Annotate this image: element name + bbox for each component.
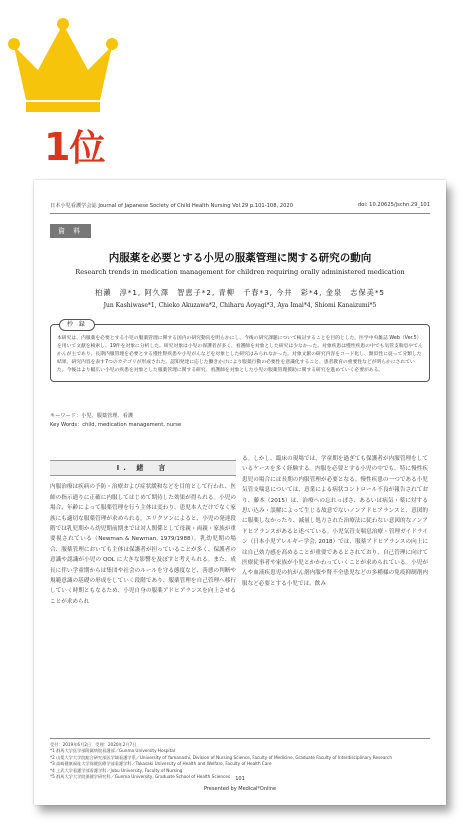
article-title-en: Research trends in medication management for children requiring orally administered medication: [75, 268, 405, 276]
page-number: 101: [235, 776, 245, 782]
keywords-en: Key Words：child, medication management, nurse: [50, 422, 182, 428]
footnote: *3 高崎健康福祉大学保健医療学部看護学科／Takasaki University of Health and Welfare, Faculty of Health Care: [50, 761, 272, 767]
rank-suffix: 位: [69, 128, 105, 169]
article-title: 内服薬を必要とする小児の服薬管理に関する研究の動向: [108, 252, 372, 264]
rank-number: 1: [44, 125, 70, 169]
abstract-box: [50, 321, 430, 382]
footnote: *2 山梨大学大学院総合研究部医学域看護学系／University of Yamanashi, Division of Nursing Science, Faculty of Medicine, Graduate Faculty of Interdisciplinary Research: [50, 754, 392, 760]
doi: doi: 10.20625/jschn.29_101: [357, 202, 430, 208]
presented-by: Presented by Medical*Online: [203, 786, 277, 792]
keywords: [50, 412, 181, 430]
footnote: *1 群馬大学医学部附属病院看護部／Gunma University Hospital: [50, 748, 175, 754]
footnotes: [50, 738, 430, 780]
body-column-left: [50, 460, 236, 607]
body-text-right: る。しかし、臨床の現場では、学童期を過ぎても保護者が内服管理をしているケースを多く経験する。内服を必要とする小児の中でも、特に慢性疾患児の場合には長期の内服管理が必要となる。慢性疾患の一つである小児気管支喘息については、意業による病状コントロール不良が報告されており、藤本（2015）は、治療への忘れっぽさ、あるいは病気・薬に対する思い込み・誤解によって生じる故意でないノンアドヒアランスと、意図的に服薬しなかったり、減量し処方された治療法に従わない意図的なノンアドヒアランスがあると述べている。小児気管支喘息治療・管理ガイドライン（日本小児アレルギー学会, 2018）では、服薬アドヒアランスの向上には自己効力感を高めることが重要であるとされており、自己管理に向けて医療従事者や家族が小児とかかわっていくことが求められている。小児がんや血液疾患児の抗がん剤内服や腎不全患児などの多種様の免疫抑制剤内服など必要とする小児では、飲み: [242, 456, 428, 587]
author-list: 柏瀨 淳*1, 阿久澤 智恵子*2, 青柳 千春*3, 今井 彩*4, 金泉 志保美*5: [95, 288, 385, 297]
journal-citation: 日本小児看護学会誌 Journal of Japanese Society of Child Health Nursing Vol.29 p.101-108, 2020: [50, 203, 293, 209]
body-column-right: [242, 454, 428, 589]
keywords-jp: キーワード：小児、服薬管理、看護: [50, 413, 134, 419]
abstract-label: 抄 録: [59, 319, 95, 331]
article-type-badge: 資 料: [50, 224, 91, 238]
journal-header: [50, 202, 430, 214]
section-heading: Ⅰ. 緒 言: [50, 460, 236, 476]
body-text-left: 内服治療は疾病の予防・治療および症状緩和などを目的として行われ、医師の指示通りに正確に内服してはじめて期待した効果が得られる。小児の場合、年齢によって服薬管理を行う主体は変わり、患児本人だけでなく家族にも適切な服薬管理が求められる。エリクソンによると、小児の発達段階では乳児期から幼児期前期までは対人関係として母親・両親・家族が重要視されている（Newman & Newman, 1979/1988）。乳幼児期の場合、服薬管理においても主体は保護者が担っていることが多く、保護者の意識や認識が小児の QOL に大きな影響を及ぼすと考えられる。また、成長に伴い学童期からは集団や社会のルールを守る態度など、善悪の判断や規範意識の基礎の形成をしていく段階であり、服薬管理を自己管理へ移行していく時期ともなるため、小児自身の服薬アドヒアランスを向上させることが求められ: [50, 484, 236, 605]
abstract-text: 本研究は、内服薬を必要とする小児の服薬管理に関する国内の研究動向を明らかにし、今後の研究課題について検討することを目的とした。医学中央雑誌 Web（Ver.5）を用いて文献を検索し、19件を対象に分析した。研究対象は小児の保護者が多く、看護師を対象とした研究は少なかった。対象疾患は慢性疾患の中でも気管支喘息やてんかんが主であり、長期内服管理を必要とする慢性腎疾患や小児がんなどを対象とした研究はみられなかった。対象文献の研究内容をコード化し、類似性に従って分類した結果、研究内容を表す7つのカテゴリが形成された。認知発達に応じた働きかけにより服薬行動の必要性を意識化すること、患者教育の重要性などが明らかにされていた。今後はより幅広い小児の疾患を対象とした服薬管理に関する研究、看護師を対象とした小児の服薬管理援助に関する研究を進めていく必要がある。: [57, 336, 423, 373]
footnote: 受付：2019年6月2日 受理：2020年2月7日: [50, 742, 137, 747]
author-list-en: Jun Kashiwase*1, Chieko Akuzawa*2, Chiharu Aoyagi*3, Aya Imai*4, Shiomi Kanaizumi*5: [103, 302, 377, 309]
article-page[interactable]: [34, 180, 446, 805]
footnote: *5 群馬大学大学院保健学研究科／Gunma University, Graduate School of Health Sciences: [50, 774, 231, 780]
rank-label: [44, 120, 104, 171]
crown-icon: [8, 18, 118, 113]
footnote: *4 上武大学看護学部看護学科／Jobu University, Faculty of Nursing: [50, 767, 183, 773]
